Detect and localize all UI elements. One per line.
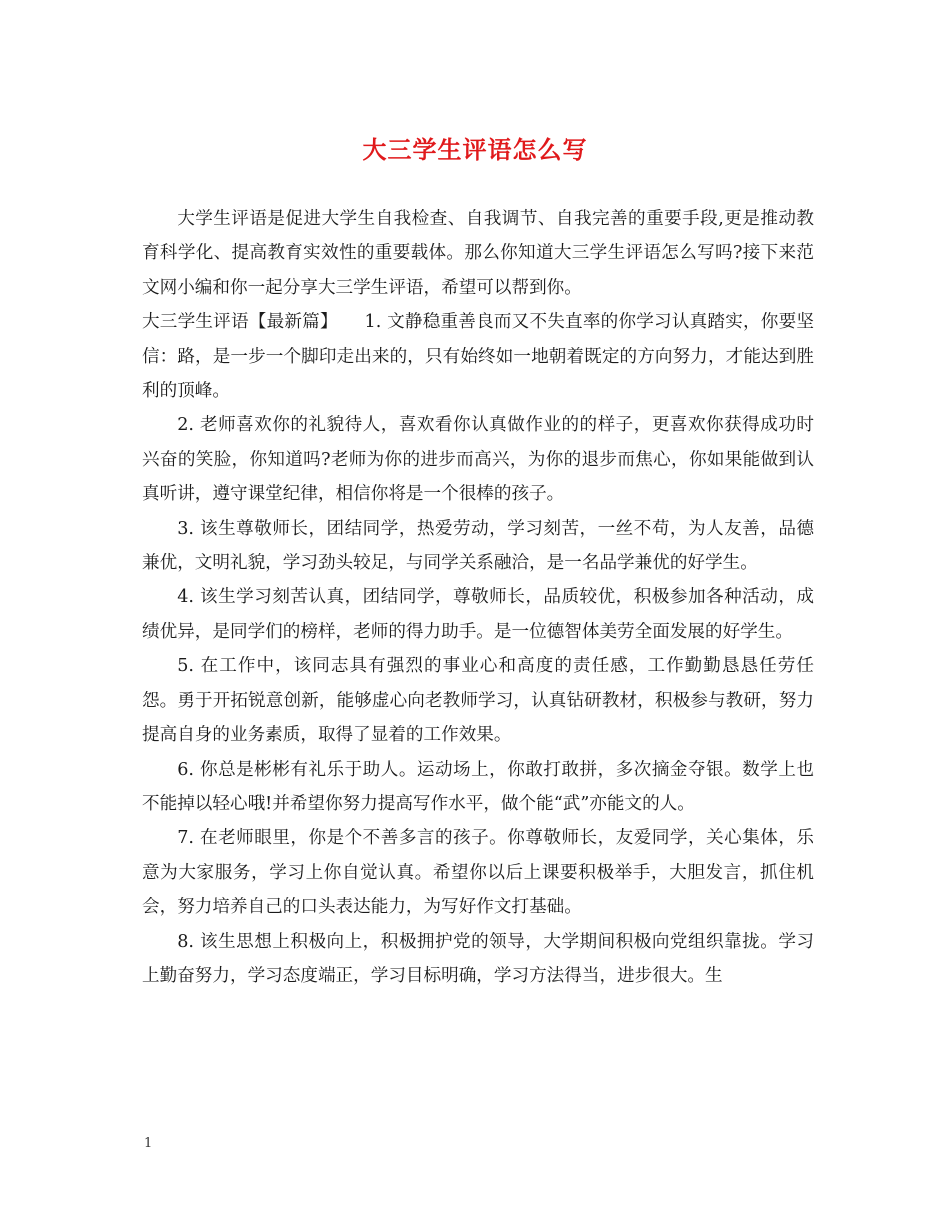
comment-paragraph-5: 5. 在工作中，该同志具有强烈的事业心和高度的责任感，工作勤勤恳恳任劳任怨。勇于开拓锐意创新，能够虚心向老教师学习，认真钻研教材，积极参与教研，努力提高自身的业务素质，取得了显着的工作效果。 — [142, 656, 814, 746]
section-heading-paragraph: 大三学生评语【最新篇】 1. 文静稳重善良而又不失直率的你学习认真踏实，你要坚信：路，是一步一个脚印走出来的，只有始终如一地朝着既定的方向努力，才能达到胜利的顶峰。 — [142, 312, 814, 402]
comment-paragraph-4: 4. 该生学习刻苦认真，团结同学，尊敬师长，品质较优，积极参加各种活动，成绩优异，是同学们的榜样，老师的得力助手。是一位德智体美劳全面发展的好学生。 — [142, 587, 814, 642]
document-title: 大三学生评语怎么写 — [362, 136, 588, 164]
comment-paragraph-6: 6. 你总是彬彬有礼乐于助人。运动场上，你敢打敢拼，多次摘金夺银。数学上也不能掉以轻心哦!并希望你努力提高写作水平，做个能“武”亦能文的人。 — [142, 759, 814, 814]
comment-paragraph-2: 2. 老师喜欢你的礼貌待人，喜欢看你认真做作业的的样子，更喜欢你获得成功时兴奋的笑脸，你知道吗?老师为你的进步而高兴，为你的退步而焦心，你如果能做到认真听讲，遵守课堂纪律，相信你将是一个很棒的孩子。 — [142, 415, 814, 505]
document-body — [142, 202, 814, 993]
comment-paragraph-8: 8. 该生思想上积极向上，积极拥护党的领导，大学期间积极向党组织靠拢。学习上勤奋努力，学习态度端正，学习目标明确，学习方法得当，进步很大。生 — [142, 931, 814, 986]
intro-paragraph: 大学生评语是促进大学生自我检查、自我调节、自我完善的重要手段,更是推动教育科学化、提高教育实效性的重要载体。那么你知道大三学生评语怎么写吗?接下来范文网小编和你一起分享大三学生评语，希望可以帮到你。 — [142, 209, 814, 298]
comment-paragraph-7: 7. 在老师眼里，你是个不善多言的孩子。你尊敬师长，友爱同学，关心集体，乐意为大家服务，学习上你自觉认真。希望你以后上课要积极举手，大胆发言，抓住机会，努力培养自己的口头表达能力，为写好作文打基础。 — [142, 828, 814, 918]
comment-paragraph-3: 3. 该生尊敬师长，团结同学，热爱劳动，学习刻苦，一丝不苟，为人友善，品德兼优，文明礼貌，学习劲头较足，与同学关系融洽，是一名品学兼优的好学生。 — [142, 518, 814, 574]
page-number: 1 — [144, 1136, 153, 1151]
